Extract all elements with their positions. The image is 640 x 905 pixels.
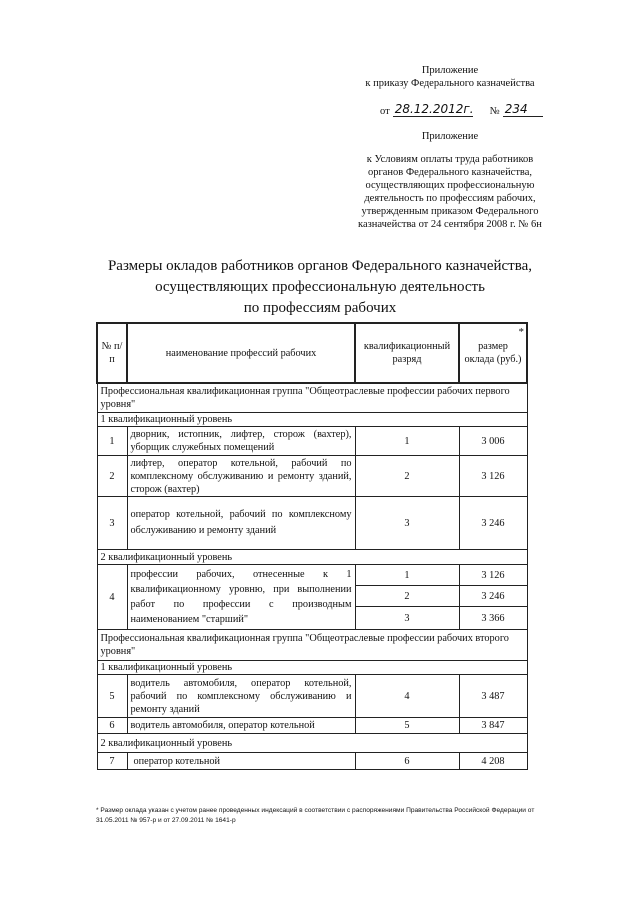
title-line-3: по профессиям рабочих: [243, 300, 397, 316]
row-grade: 3: [355, 497, 459, 550]
level-title: 2 квалификационный уровень: [97, 550, 527, 565]
appendix-line: к Условиям оплаты труда работников: [366, 154, 534, 165]
appendix-conditions-block: [330, 130, 570, 231]
row-num: 1: [97, 427, 127, 456]
group-title: Профессиональная квалификационная группа "Общеотраслевые профессии рабочих первого уровня": [97, 383, 527, 413]
order-number-handwritten: 234: [503, 103, 543, 117]
appendix-line: органов Федерального казначейства,: [367, 167, 533, 178]
row-salary: 3 246: [459, 497, 527, 550]
title-line-1: Размеры окладов работников органов Федерального казначейства,: [107, 258, 533, 274]
table-row: [97, 753, 527, 770]
row-num: 4: [97, 565, 127, 630]
appendix-order-block: [330, 64, 570, 90]
level-title: 1 квалификационный уровень: [97, 413, 527, 427]
salary-table: [96, 322, 528, 770]
row-num: 5: [97, 675, 127, 718]
row-salary: 4 208: [459, 753, 527, 770]
header-salary-text: размер оклада (руб.): [464, 341, 522, 365]
group-row: [97, 630, 527, 661]
level-row: [97, 661, 527, 675]
table-row: [97, 718, 527, 734]
level-title: 2 квалификационный уровень: [97, 734, 527, 753]
row-profession: лифтер, оператор котельной, рабочий по комплексному обслуживанию и ремонту зданий, сторож (вахтер): [127, 456, 355, 497]
footnote-mark: *: [518, 326, 524, 338]
row-profession: профессии рабочих, отнесенные к 1 квалификационному уровню, при выполнении работ по профессии с производным наименованием "старший": [127, 565, 355, 630]
row-profession: оператор котельной, рабочий по комплексному обслуживанию и ремонту зданий: [127, 497, 355, 550]
row-num: 2: [97, 456, 127, 497]
row-profession: водитель автомобиля, оператор котельной, рабочий по комплексному обслуживанию и ремонту зданий: [127, 675, 355, 718]
table-row: [97, 565, 527, 586]
header-num: № п/п: [97, 323, 127, 383]
header-profession: наименование профессий рабочих: [127, 323, 355, 383]
group-row: [97, 383, 527, 413]
level-title: 1 квалификационный уровень: [97, 661, 527, 675]
order-date-handwritten: 28.12.2012г.: [394, 102, 474, 116]
level-row: [97, 734, 527, 753]
row-grade: 6: [355, 753, 459, 770]
row-num: 3: [97, 497, 127, 550]
row-profession: дворник, истопник, лифтер, сторож (вахтер), уборщик служебных помещений: [127, 427, 355, 456]
row-grade: 2: [355, 586, 459, 607]
row-num: 7: [97, 753, 127, 770]
row-profession: оператор котельной: [127, 753, 355, 770]
from-prefix: от: [380, 106, 390, 117]
order-date-number: [380, 103, 580, 117]
appendix-label-2: Приложение: [421, 131, 479, 142]
row-grade: 4: [355, 675, 459, 718]
number-prefix: №: [489, 106, 500, 117]
appendix-line: казначейства от 24 сентября 2008 г. № 6н: [358, 219, 542, 230]
level-row: [97, 413, 527, 427]
row-grade: 5: [355, 718, 459, 734]
table-row: [97, 497, 527, 550]
row-salary: 3 126: [459, 456, 527, 497]
appendix-line: утвержденным приказом Федерального: [361, 206, 539, 217]
table-header-row: [97, 323, 527, 383]
row-num: 6: [97, 718, 127, 734]
footnote: * Размер оклада указан с учетом ранее проведенных индексаций в соответствии с распоряжениями Правительства Российской Федерации от 31.05.2011 № 957-р и от 27.09.2011 № 1641-р: [96, 807, 535, 824]
row-salary: 3 246: [459, 586, 527, 607]
header-salary: [459, 323, 527, 383]
table-row: [97, 456, 527, 497]
row-grade: 1: [355, 565, 459, 586]
row-grade: 2: [355, 456, 459, 497]
row-grade: 3: [355, 607, 459, 630]
group-title: Профессиональная квалификационная группа "Общеотраслевые профессии рабочих второго уровня": [97, 630, 527, 661]
appendix-order-ref: к приказу Федерального казначейства: [365, 78, 535, 89]
title-line-2: осуществляющих профессиональную деятельность: [155, 279, 485, 295]
table-row: [97, 675, 527, 718]
appendix-label: Приложение: [421, 65, 479, 76]
appendix-line: осуществляющих профессиональную: [365, 180, 535, 191]
appendix-line: деятельность по профессиям рабочих,: [364, 193, 536, 204]
row-salary: 3 487: [459, 675, 527, 718]
row-salary: 3 006: [459, 427, 527, 456]
table-row: [97, 427, 527, 456]
level-row: [97, 550, 527, 565]
row-salary: 3 366: [459, 607, 527, 630]
row-profession: водитель автомобиля, оператор котельной: [127, 718, 355, 734]
row-salary: 3 126: [459, 565, 527, 586]
header-grade: квалификационный разряд: [355, 323, 459, 383]
document-title: [60, 256, 580, 319]
row-grade: 1: [355, 427, 459, 456]
row-salary: 3 847: [459, 718, 527, 734]
